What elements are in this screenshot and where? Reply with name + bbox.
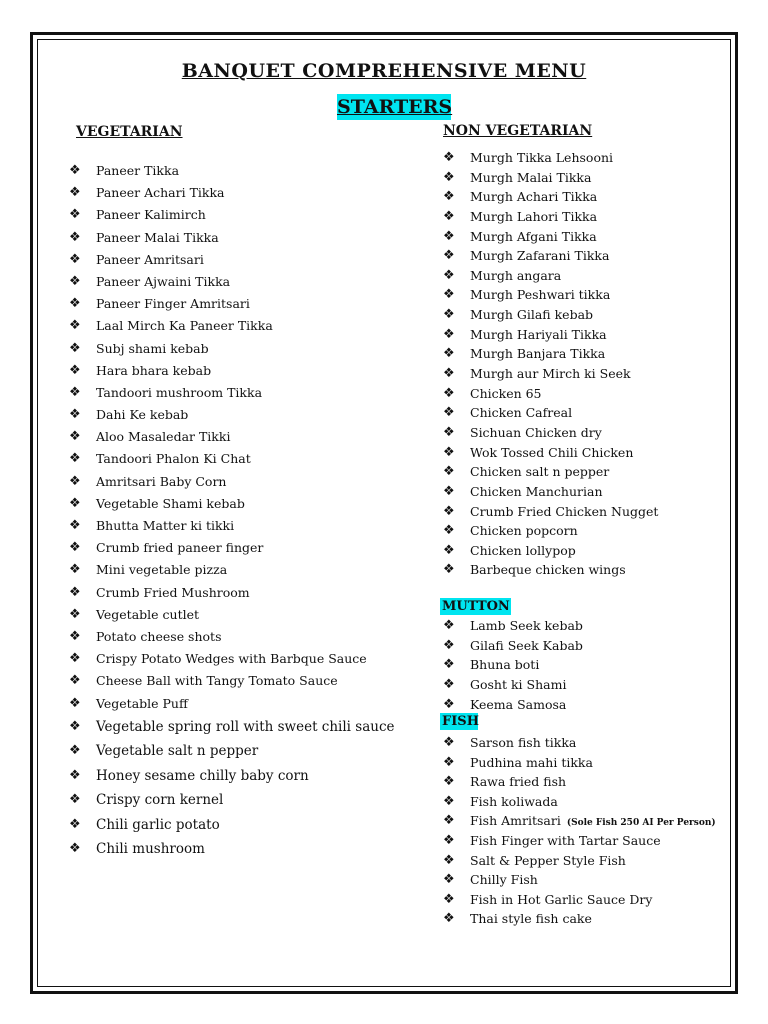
menu-item: [443, 909, 716, 929]
menu-item: [443, 168, 658, 188]
bullet-icon: ❖: [443, 657, 455, 673]
menu-item-label: Vegetable Shami kebab: [96, 495, 245, 511]
menu-item-label: Chicken popcorn: [470, 523, 578, 539]
bullet-icon: ❖: [443, 696, 455, 712]
menu-item-label: Paneer Achari Tikka: [96, 185, 225, 201]
menu-item: [69, 493, 395, 515]
menu-item-label: Keema Samosa: [470, 696, 567, 712]
menu-item-label: Murgh Achari Tikka: [470, 189, 598, 205]
menu-item: [69, 360, 395, 382]
menu-item: [69, 693, 395, 715]
bullet-icon: ❖: [69, 767, 81, 783]
menu-item-label: Paneer Finger Amritsari: [96, 296, 250, 312]
bullet-icon: ❖: [69, 743, 81, 759]
bullet-icon: ❖: [69, 841, 81, 857]
menu-item: [69, 813, 395, 838]
menu-item-label: Tandoori mushroom Tikka: [96, 384, 263, 400]
menu-item: [443, 541, 658, 561]
menu-item-label: Fish Amritsari: [470, 813, 561, 829]
bullet-icon: ❖: [69, 792, 81, 808]
menu-item: [69, 739, 395, 764]
menu-item: [69, 537, 395, 559]
bullet-icon: ❖: [443, 637, 455, 653]
bullet-icon: ❖: [443, 346, 455, 362]
menu-item-label: Gosht ki Shami: [470, 677, 567, 693]
menu-item: [443, 364, 658, 384]
menu-item: [443, 482, 658, 502]
bullet-icon: ❖: [69, 362, 81, 378]
menu-item-label: Paneer Ajwaini Tikka: [96, 273, 231, 289]
menu-item: [69, 582, 395, 604]
menu-item-label: Crumb Fried Chicken Nugget: [470, 503, 659, 519]
menu-item-label: Murgh Tikka Lehsooni: [470, 150, 614, 165]
bullet-icon: ❖: [443, 503, 455, 519]
menu-item-label: Vegetable Puff: [96, 695, 188, 711]
menu-item-label: Hara bhara kebab: [96, 362, 212, 378]
menu-item-label: Vegetable spring roll with sweet chili sauce: [96, 718, 395, 735]
bullet-icon: ❖: [69, 251, 81, 267]
menu-item: [443, 831, 716, 851]
menu-item-label: Gilafi Seek Kabab: [470, 637, 583, 653]
bullet-icon: ❖: [443, 483, 455, 499]
bullet-icon: ❖: [443, 150, 455, 165]
menu-item: [443, 655, 583, 675]
bullet-icon: ❖: [443, 911, 455, 927]
bullet-icon: ❖: [69, 429, 81, 445]
bullet-icon: ❖: [69, 584, 81, 600]
menu-item: [443, 148, 658, 168]
bullet-icon: ❖: [443, 189, 455, 205]
menu-item: [69, 160, 395, 182]
menu-item-label: Murgh Banjara Tikka: [470, 346, 606, 362]
bullet-icon: ❖: [443, 424, 455, 440]
bullet-icon: ❖: [69, 628, 81, 644]
menu-item-label: Murgh Zafarani Tikka: [470, 248, 610, 264]
menu-item-label: Murgh Gilafi kebab: [470, 307, 594, 323]
menu-item-label: Vegetable salt n pepper: [96, 743, 259, 760]
bullet-icon: ❖: [443, 307, 455, 323]
menu-item: [69, 648, 395, 670]
bullet-icon: ❖: [443, 523, 455, 539]
menu-item-label: Murgh angara: [470, 267, 562, 283]
menu-item-label: Fish Finger with Tartar Sauce: [470, 832, 661, 848]
menu-item-label: Vegetable cutlet: [96, 606, 200, 622]
bullet-icon: ❖: [69, 296, 81, 312]
menu-item-label: Fish in Hot Garlic Sauce Dry: [470, 891, 653, 907]
menu-item-label: Crispy Potato Wedges with Barbque Sauce: [96, 651, 367, 667]
bullet-icon: ❖: [69, 163, 81, 178]
menu-item-label: Barbeque chicken wings: [470, 562, 626, 578]
menu-item-label: Chicken Cafreal: [470, 405, 573, 421]
menu-item-label: Crumb Fried Mushroom: [96, 584, 250, 600]
menu-item-label: Laal Mirch Ka Paneer Tikka: [96, 318, 273, 334]
menu-item: [443, 560, 658, 580]
bullet-icon: ❖: [69, 651, 81, 667]
menu-item-label: Sichuan Chicken dry: [470, 424, 602, 440]
menu-item-label: Chicken 65: [470, 385, 542, 401]
bullet-icon: ❖: [69, 384, 81, 400]
menu-item: [69, 670, 395, 692]
starters-heading: STARTERS: [337, 96, 453, 118]
menu-item: [69, 227, 395, 249]
bullet-icon: ❖: [69, 606, 81, 622]
bullet-icon: ❖: [69, 718, 81, 734]
menu-item-label: Paneer Malai Tikka: [96, 229, 219, 245]
menu-item-label: Potato cheese shots: [96, 628, 222, 644]
menu-item: [69, 382, 395, 404]
bullet-icon: ❖: [443, 208, 455, 224]
bullet-icon: ❖: [443, 562, 455, 578]
bullet-icon: ❖: [443, 872, 455, 888]
menu-item: [69, 559, 395, 581]
bullet-icon: ❖: [69, 816, 81, 832]
bullet-icon: ❖: [443, 248, 455, 264]
menu-item: [443, 695, 583, 715]
bullet-icon: ❖: [69, 473, 81, 489]
menu-item-label: Fish koliwada: [470, 793, 558, 809]
menu-item-label: Paneer Tikka: [96, 163, 180, 178]
bullet-icon: ❖: [443, 326, 455, 342]
menu-item: [443, 636, 583, 656]
menu-item-label: Murgh Lahori Tikka: [470, 208, 598, 224]
non-vegetarian-heading: NON VEGETARIAN: [443, 123, 593, 139]
menu-item-label: Murgh aur Mirch ki Seek: [470, 366, 631, 382]
bullet-icon: ❖: [69, 318, 81, 334]
menu-item-label: Chicken salt n pepper: [470, 464, 610, 480]
menu-item: [69, 249, 395, 271]
menu-item-label: Bhutta Matter ki tikki: [96, 518, 235, 533]
menu-item: [443, 462, 658, 482]
menu-item-label: Rawa fried fish: [470, 774, 567, 790]
menu-item: [443, 443, 658, 463]
bullet-icon: ❖: [69, 273, 81, 289]
bullet-icon: ❖: [443, 542, 455, 558]
menu-item-label: Mini vegetable pizza: [96, 562, 228, 578]
bullet-icon: ❖: [69, 340, 81, 356]
menu-item: [69, 426, 395, 448]
menu-item-label: Lamb Seek kebab: [470, 618, 583, 633]
menu-item: [443, 890, 716, 910]
menu-item: [443, 772, 716, 792]
menu-item-label: Chicken lollypop: [470, 542, 576, 558]
menu-item: [69, 404, 395, 426]
menu-item: [69, 338, 395, 360]
menu-item: [443, 384, 658, 404]
bullet-icon: ❖: [69, 207, 81, 223]
bullet-icon: ❖: [443, 385, 455, 401]
bullet-icon: ❖: [443, 754, 455, 770]
menu-item: [443, 675, 583, 695]
bullet-icon: ❖: [443, 267, 455, 283]
menu-item-label: Bhuna boti: [470, 657, 540, 673]
menu-item-label: Chili mushroom: [96, 841, 205, 858]
menu-item: [443, 753, 716, 773]
menu-item-label: Crispy corn kernel: [96, 792, 224, 809]
menu-item: [443, 227, 658, 247]
menu-item: [443, 616, 583, 636]
menu-item-label: Murgh Peshwari tikka: [470, 287, 611, 303]
menu-item-label: Paneer Amritsari: [96, 251, 204, 267]
menu-item-label: Salt & Pepper Style Fish: [470, 852, 626, 868]
menu-item-label: Aloo Masaledar Tikki: [96, 429, 231, 445]
menu-item: [69, 471, 395, 493]
menu-item: [443, 207, 658, 227]
menu-item-label: Amritsari Baby Corn: [96, 473, 227, 489]
bullet-icon: ❖: [443, 228, 455, 244]
menu-item-label: Subj shami kebab: [96, 340, 209, 356]
bullet-icon: ❖: [69, 451, 81, 467]
bullet-icon: ❖: [443, 444, 455, 460]
bullet-icon: ❖: [443, 366, 455, 382]
menu-item: [443, 285, 658, 305]
bullet-icon: ❖: [443, 813, 455, 829]
menu-item: [69, 315, 395, 337]
bullet-icon: ❖: [69, 673, 81, 689]
bullet-icon: ❖: [443, 405, 455, 421]
menu-item: [443, 502, 658, 522]
vegetarian-list: [69, 160, 395, 862]
bullet-icon: ❖: [443, 891, 455, 907]
menu-item: [69, 182, 395, 204]
bullet-icon: ❖: [69, 518, 81, 533]
menu-item: [443, 733, 716, 753]
menu-item: [69, 448, 395, 470]
menu-item-label: Paneer Kalimirch: [96, 207, 206, 223]
fish-list: [443, 733, 716, 929]
bullet-icon: ❖: [443, 677, 455, 693]
menu-title: BANQUET COMPREHENSIVE MENU: [181, 60, 587, 82]
menu-item: [443, 325, 658, 345]
menu-item: [443, 811, 716, 831]
menu-item-label: Sarson fish tikka: [470, 735, 577, 750]
bullet-icon: ❖: [69, 695, 81, 711]
bullet-icon: ❖: [443, 774, 455, 790]
menu-item: [443, 187, 658, 207]
menu-item: [443, 344, 658, 364]
menu-item-label: Crumb fried paneer finger: [96, 540, 264, 556]
bullet-icon: ❖: [443, 464, 455, 480]
menu-item-label: Thai style fish cake: [470, 911, 592, 927]
menu-item: [69, 788, 395, 813]
menu-item-label: Murgh Afgani Tikka: [470, 228, 597, 244]
menu-item: [443, 870, 716, 890]
bullet-icon: ❖: [69, 185, 81, 201]
menu-item: [69, 271, 395, 293]
menu-item-label: Murgh Hariyali Tikka: [470, 326, 607, 342]
bullet-icon: ❖: [69, 229, 81, 245]
menu-item-label: Wok Tossed Chili Chicken: [470, 444, 634, 460]
menu-item-label: Chicken Manchurian: [470, 483, 603, 499]
menu-item: [443, 403, 658, 423]
bullet-icon: ❖: [69, 540, 81, 556]
menu-item-label: Murgh Malai Tikka: [470, 169, 592, 185]
bullet-icon: ❖: [443, 852, 455, 868]
menu-item: [443, 851, 716, 871]
menu-item-label: Honey sesame chilly baby corn: [96, 767, 309, 784]
menu-item: [69, 293, 395, 315]
menu-item: [443, 266, 658, 286]
menu-item: [443, 521, 658, 541]
menu-item: [443, 305, 658, 325]
bullet-icon: ❖: [443, 287, 455, 303]
menu-item-label: Chilly Fish: [470, 872, 538, 888]
menu-item: [69, 204, 395, 226]
menu-item: [443, 246, 658, 266]
bullet-icon: ❖: [69, 562, 81, 578]
menu-item: [443, 423, 658, 443]
menu-item-label: Dahi Ke kebab: [96, 407, 189, 423]
fish-amritsari-note: (Sole Fish 250 AI Per Person): [566, 818, 716, 829]
menu-item: [443, 792, 716, 812]
bullet-icon: ❖: [443, 735, 455, 750]
vegetarian-heading: VEGETARIAN: [76, 124, 183, 140]
menu-item-label: Chili garlic potato: [96, 816, 220, 833]
menu-item: [69, 715, 395, 740]
menu-item: [69, 515, 395, 537]
bullet-icon: ❖: [443, 618, 455, 633]
menu-item: [69, 837, 395, 862]
menu-item-label: Cheese Ball with Tangy Tomato Sauce: [96, 673, 338, 689]
bullet-icon: ❖: [69, 495, 81, 511]
bullet-icon: ❖: [443, 793, 455, 809]
mutton-list: [443, 616, 583, 714]
menu-item-label: Pudhina mahi tikka: [470, 754, 593, 770]
menu-item: [69, 764, 395, 789]
bullet-icon: ❖: [69, 407, 81, 423]
mutton-heading: MUTTON: [442, 599, 510, 614]
menu-item: [69, 604, 395, 626]
menu-item-label: Tandoori Phalon Ki Chat: [96, 451, 251, 467]
menu-item: [69, 626, 395, 648]
non-vegetarian-list: [443, 148, 658, 580]
bullet-icon: ❖: [443, 169, 455, 185]
fish-heading: FISH: [442, 714, 479, 729]
bullet-icon: ❖: [443, 832, 455, 848]
